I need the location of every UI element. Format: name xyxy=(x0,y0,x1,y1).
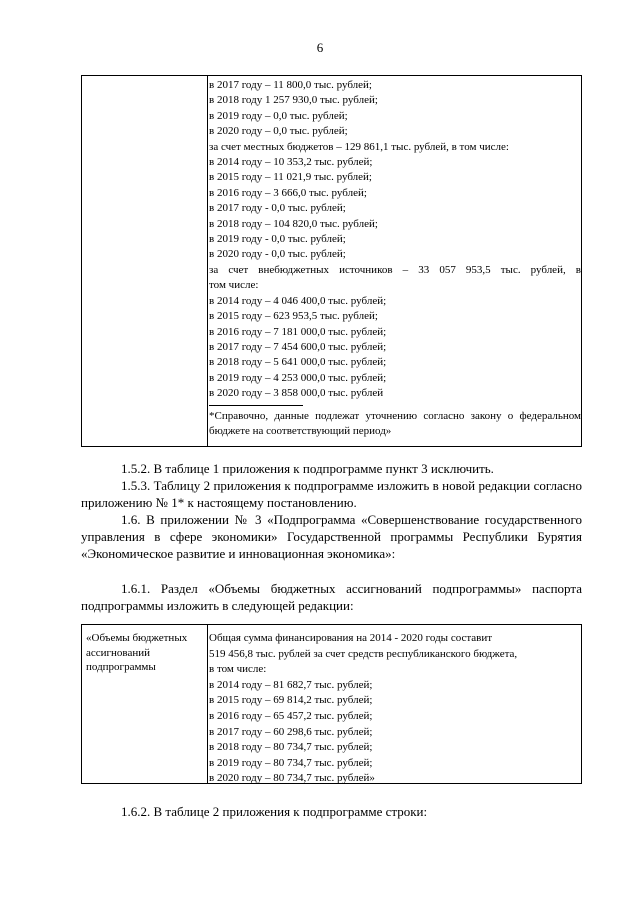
funding-line: в 2020 году - 0,0 тыс. рублей; xyxy=(209,248,346,261)
allocation-line: в 2018 году – 80 734,7 тыс. рублей; xyxy=(209,741,373,754)
funding-line: в 2019 году – 4 253 000,0 тыс. рублей; xyxy=(209,371,387,384)
allocation-line: в 2020 году – 80 734,7 тыс. рублей» xyxy=(209,772,375,785)
funding-line: в 2019 году – 0,0 тыс. рублей; xyxy=(209,109,348,122)
allocation-line: в 2019 году – 80 734,7 тыс. рублей; xyxy=(209,756,373,769)
column-divider xyxy=(207,625,208,783)
funding-line: в 2016 году – 3 666,0 тыс. рублей; xyxy=(209,186,367,199)
allocation-line: в 2017 году – 60 298,6 тыс. рублей; xyxy=(209,725,373,738)
funding-line: в 2018 году – 104 820,0 тыс. рублей; xyxy=(209,217,378,230)
funding-table-continued xyxy=(81,75,582,447)
funding-line: в 2017 году – 7 454 600,0 тыс. рублей; xyxy=(209,340,387,353)
funding-line: в 2020 году – 0,0 тыс. рублей; xyxy=(209,125,348,138)
page-number: 6 xyxy=(316,40,324,55)
funding-line: за счет внебюджетных источников – 33 057 953,5 тыс. рублей, в xyxy=(209,263,581,276)
funding-line: в 2016 году – 7 181 000,0 тыс. рублей; xyxy=(209,325,387,338)
allocation-line: в том числе: xyxy=(209,663,267,676)
allocation-line: в 2014 году – 81 682,7 тыс. рублей; xyxy=(209,678,373,691)
funding-line: в 2017 году - 0,0 тыс. рублей; xyxy=(209,202,346,215)
allocation-line: Общая сумма финансирования на 2014 - 2020 годы составит xyxy=(209,632,493,644)
funding-line: в 2015 году – 623 953,5 тыс. рублей; xyxy=(209,310,378,323)
funding-line: в 2018 году 1 257 930,0 тыс. рублей; xyxy=(209,94,378,107)
paragraph-1-6-1: 1.6.1. Раздел «Объемы бюджетных ассигнований подпрограммы» паспорта подпрограммы изложить в следующей редакции: xyxy=(81,581,582,613)
row-label: «Объемы бюджетных ассигнований подпрограммы xyxy=(86,632,188,673)
footnote: *Справочно, данные подлежат уточнению согласно закону о федеральном бюджете на соответствующий период» xyxy=(209,410,581,438)
paragraph-1-5-2: 1.5.2. В таблице 1 приложения к подпрограмме пункт 3 исключить. xyxy=(121,461,494,476)
paragraph-1-6-2: 1.6.2. В таблице 2 приложения к подпрограмме строки: xyxy=(121,804,428,819)
funding-line: в 2019 году - 0,0 тыс. рублей; xyxy=(209,233,346,246)
paragraph-1-6: 1.6. В приложении № 3 «Подпрограмма «Совершенствование государственного управления в сфере экономики» Государственной программы Республики Бурятия «Экономическое развитие и инновационная экономика»: xyxy=(81,512,582,561)
funding-line: в 2014 году – 4 046 400,0 тыс. рублей; xyxy=(209,294,387,307)
funding-line: за счет местных бюджетов – 129 861,1 тыс. рублей, в том числе: xyxy=(209,140,509,153)
funding-line: в 2015 году – 11 021,9 тыс. рублей; xyxy=(209,171,372,184)
column-divider xyxy=(207,76,208,446)
funding-line: том числе: xyxy=(209,279,259,292)
allocation-line: в 2016 году – 65 457,2 тыс. рублей; xyxy=(209,709,373,722)
allocation-lines xyxy=(209,631,581,787)
funding-line: в 2014 году – 10 353,2 тыс. рублей; xyxy=(209,156,373,169)
funding-line: в 2020 году – 3 858 000,0 тыс. рублей xyxy=(209,387,384,400)
footnote-separator xyxy=(209,405,303,406)
funding-line: в 2017 году – 11 800,0 тыс. рублей; xyxy=(209,79,372,91)
allocation-line: 519 456,8 тыс. рублей за счет средств республиканского бюджета, xyxy=(209,647,518,660)
allocation-line: в 2015 году – 69 814,2 тыс. рублей; xyxy=(209,694,373,707)
paragraph-1-5-3: 1.5.3. Таблицу 2 приложения к подпрограмме изложить в новой редакции согласно приложению № 1* к настоящему постановлению. xyxy=(81,478,582,510)
budget-allocations-table xyxy=(81,624,582,784)
funding-line: в 2018 году – 5 641 000,0 тыс. рублей; xyxy=(209,356,387,369)
funding-lines xyxy=(209,78,581,402)
